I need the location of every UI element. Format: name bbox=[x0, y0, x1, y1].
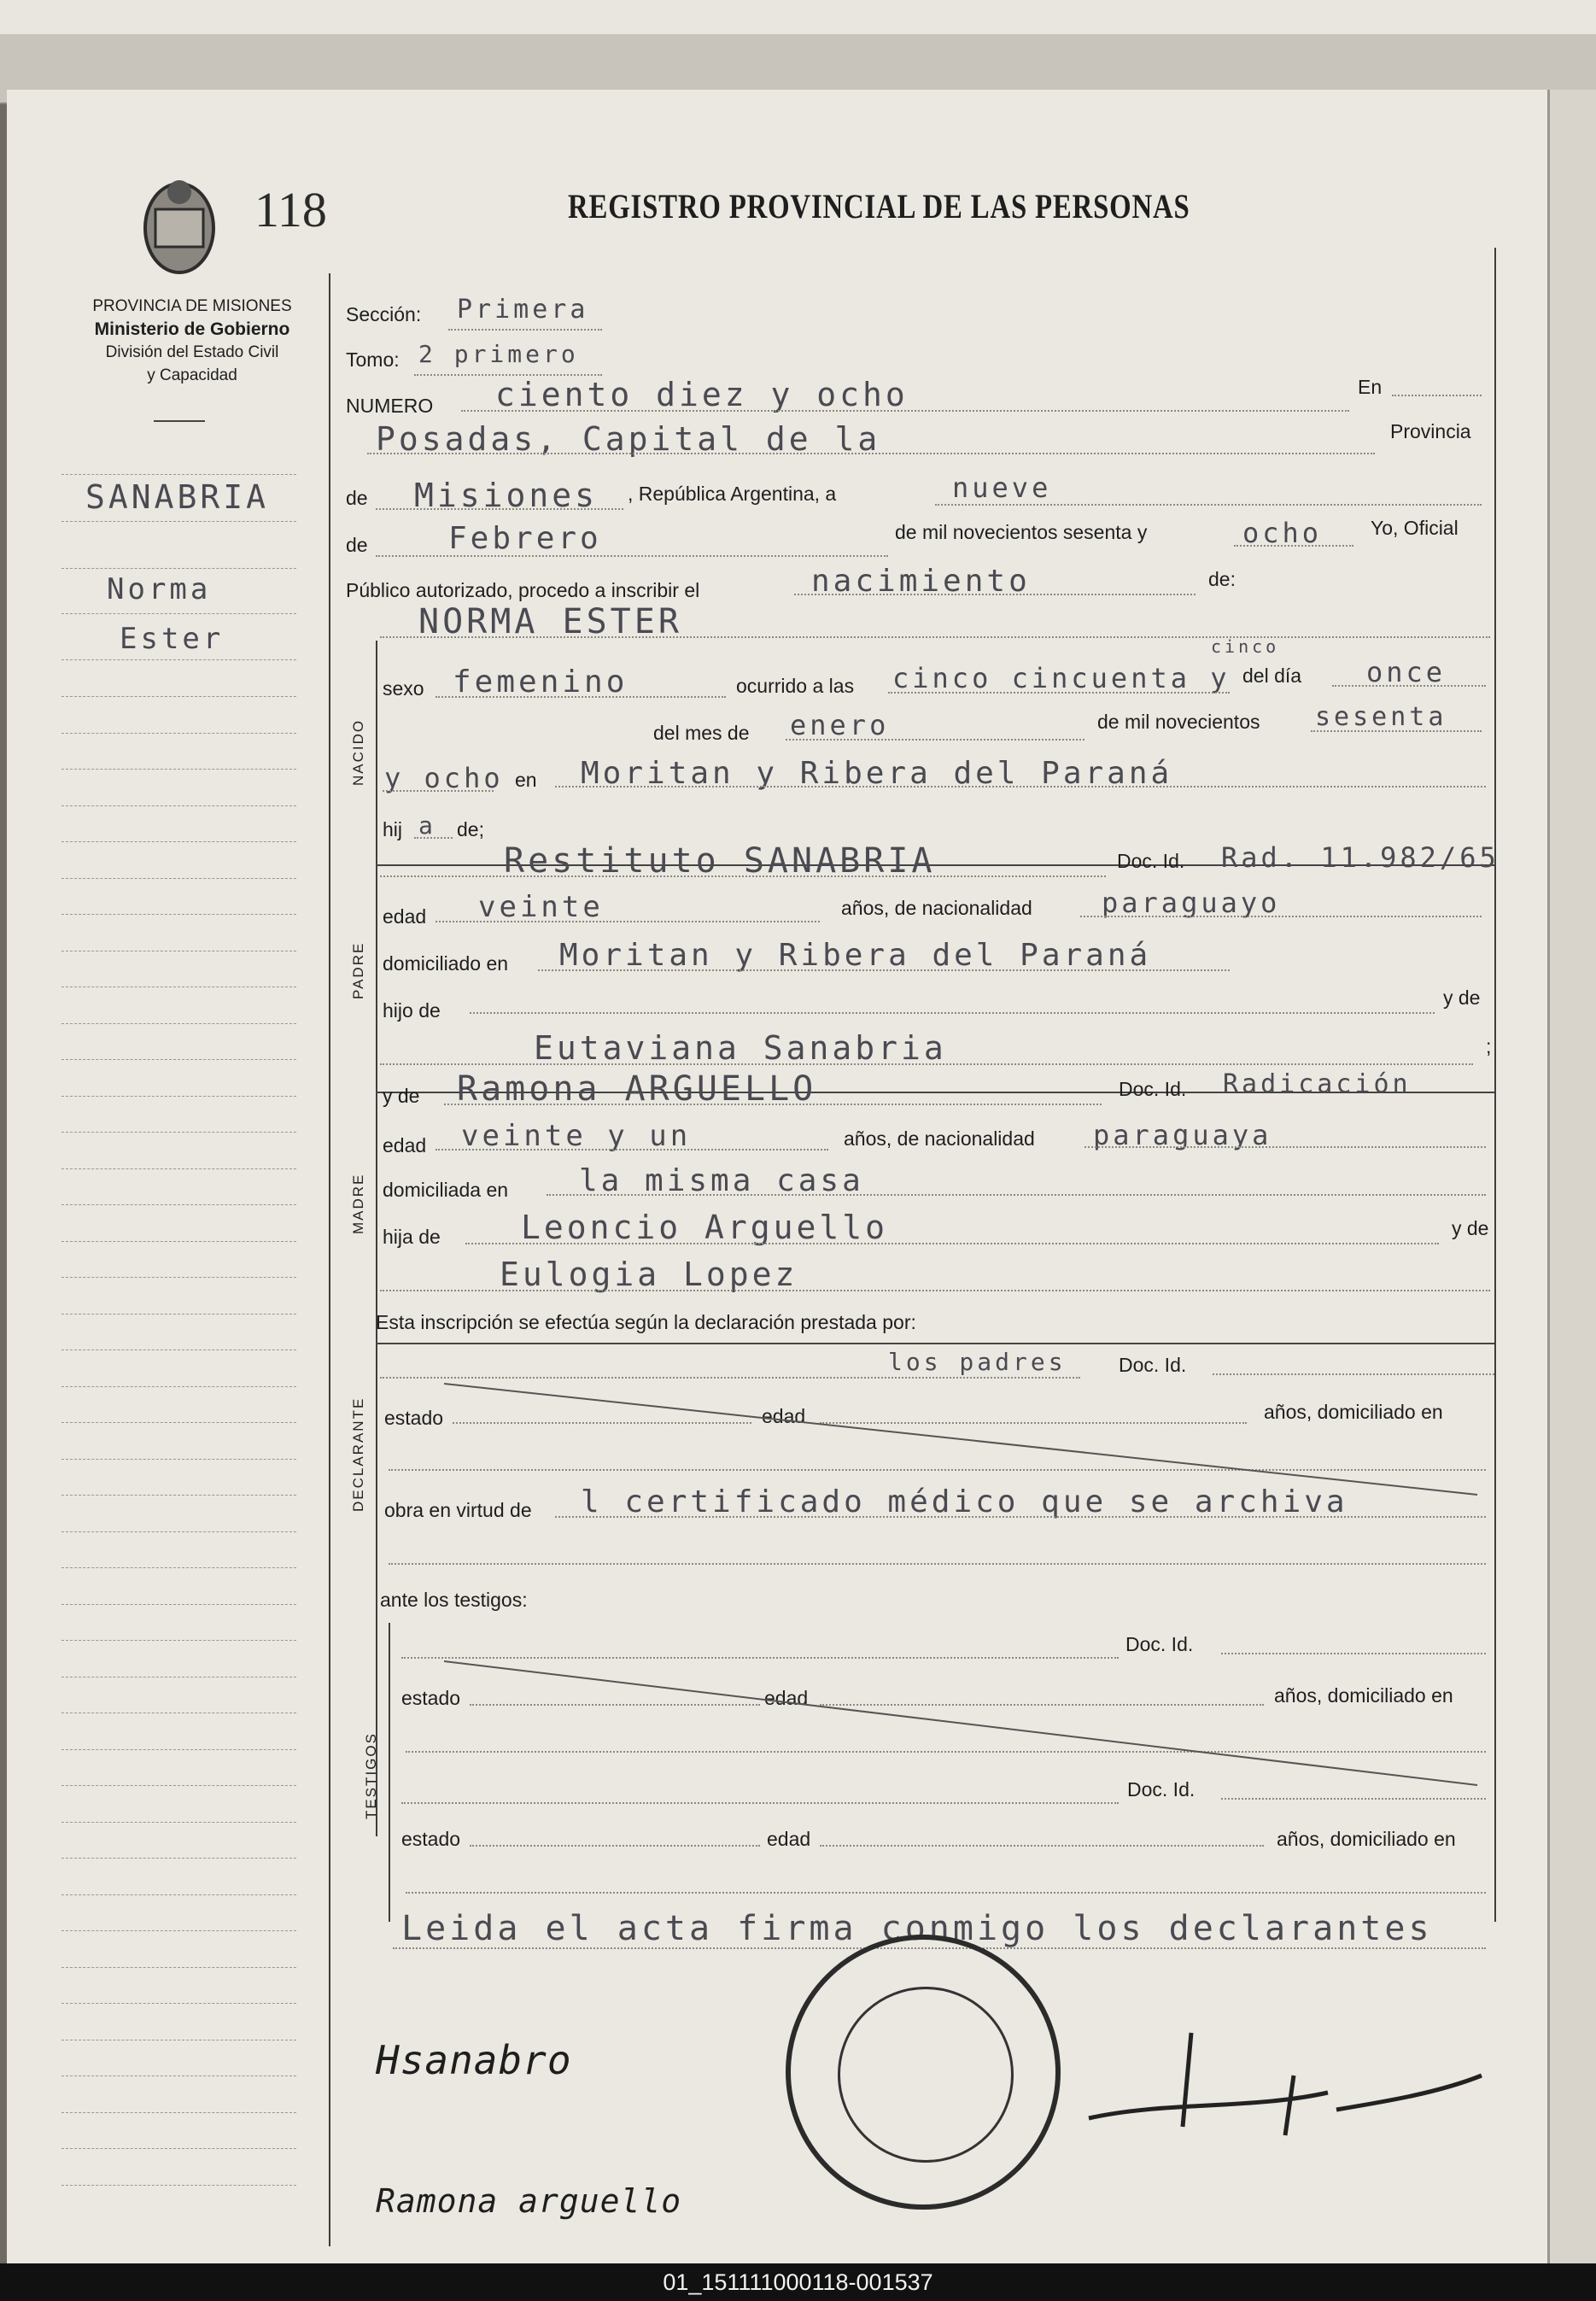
madre-section-label: MADRE bbox=[350, 1173, 366, 1234]
dia-value: once bbox=[1366, 656, 1447, 688]
ocurrido-label: ocurrido a las bbox=[736, 675, 855, 697]
ministry-heading bbox=[51, 295, 333, 387]
padre-y-de-label: y de bbox=[1443, 987, 1481, 1009]
madre-domicilio-label: domiciliada en bbox=[383, 1179, 509, 1201]
republica-label: , República Argentina, a bbox=[628, 483, 837, 505]
field-line bbox=[786, 739, 1084, 741]
year-value: ocho bbox=[1242, 517, 1323, 549]
testigos-doc-label-2: Doc. Id. bbox=[1127, 1778, 1196, 1800]
madre-name: Ramona ARGUELLO bbox=[457, 1069, 817, 1109]
testigos-doc-label-1: Doc. Id. bbox=[1125, 1633, 1194, 1655]
padre-doc-label: Doc. Id. bbox=[1117, 850, 1185, 872]
anio-cont-value: y ocho bbox=[384, 762, 504, 794]
field-line bbox=[1221, 1798, 1486, 1800]
page-title: REGISTRO PROVINCIAL DE LAS PERSONAS bbox=[568, 187, 1190, 225]
field-line bbox=[470, 1012, 1435, 1014]
declarante-edad-label: edad bbox=[762, 1405, 806, 1427]
madre-edad-value: veinte y un bbox=[461, 1119, 692, 1153]
lugar-value: Moritan y Ribera del Paraná bbox=[581, 756, 1173, 791]
sexo-label: sexo bbox=[383, 677, 424, 700]
ministry-line-2: Ministerio de Gobierno bbox=[94, 319, 290, 339]
mes-value: enero bbox=[790, 709, 890, 741]
strike-line bbox=[444, 1657, 1486, 1794]
padre-edad-value: veinte bbox=[478, 890, 604, 924]
sexo-value: femenino bbox=[453, 665, 628, 700]
nacido-section-label: NACIDO bbox=[350, 718, 366, 786]
place-value: Posadas, Capital de la bbox=[376, 420, 881, 458]
divider bbox=[154, 420, 205, 422]
margin-surname: SANABRIA bbox=[85, 478, 270, 516]
madre-hija-label: hija de bbox=[383, 1226, 441, 1248]
numero-label: NUMERO bbox=[346, 395, 434, 417]
field-line bbox=[555, 1516, 1486, 1518]
ministry-line-3: División del Estado Civil bbox=[105, 343, 279, 361]
provincia-label: Provincia bbox=[1390, 420, 1471, 442]
madre-madre-name: Eulogia Lopez bbox=[500, 1256, 798, 1293]
padre-edad-label: edad bbox=[383, 905, 427, 928]
hora-superscript: cinco bbox=[1211, 636, 1280, 657]
field-line bbox=[406, 1892, 1486, 1894]
seccion-value: Primera bbox=[457, 295, 589, 325]
declarante-section-label: DECLARANTE bbox=[350, 1396, 366, 1512]
act-value: nacimiento bbox=[811, 564, 1031, 599]
field-line bbox=[1080, 916, 1482, 917]
oficial-label: Yo, Oficial bbox=[1371, 517, 1459, 539]
field-line bbox=[448, 329, 602, 331]
padre-madre-name: Eutaviana Sanabria bbox=[534, 1029, 947, 1067]
testigos-estado-label-2: estado bbox=[401, 1828, 461, 1850]
testigos-estado-label-1: estado bbox=[401, 1687, 461, 1709]
padre-semicolon: ; bbox=[1486, 1035, 1492, 1057]
field-line bbox=[414, 837, 453, 839]
del-dia-label: del día bbox=[1242, 665, 1302, 687]
testigos-section-label: TESTIGOS bbox=[363, 1732, 379, 1819]
field-line bbox=[367, 453, 1375, 454]
del-mes-label: del mes de bbox=[653, 722, 750, 744]
registry-number: 118 bbox=[254, 182, 327, 237]
margin-divider bbox=[329, 273, 330, 2246]
mil-label: de mil novecientos bbox=[1097, 711, 1260, 733]
tomo-value: 2 primero bbox=[418, 340, 579, 368]
madre-domicilio-value: la misma casa bbox=[579, 1163, 864, 1198]
declarante-estado-label: estado bbox=[384, 1407, 444, 1429]
madre-doc-label: Doc. Id. bbox=[1119, 1078, 1187, 1100]
madre-edad-label: edad bbox=[383, 1134, 427, 1156]
en-label: En bbox=[1358, 376, 1383, 398]
field-line bbox=[383, 790, 494, 792]
field-line bbox=[1392, 395, 1482, 396]
madre-y-de-label-2: y de bbox=[1452, 1217, 1489, 1239]
testigos-domicilio-label-2: años, domiciliado en bbox=[1277, 1828, 1456, 1850]
declarante-domicilio-label: años, domiciliado en bbox=[1264, 1401, 1443, 1423]
form-right-border bbox=[1494, 248, 1496, 1922]
file-caption: 01_151111000118-001537 bbox=[0, 2263, 1596, 2301]
madre-nacionalidad-value: paraguaya bbox=[1093, 1119, 1272, 1151]
field-line bbox=[376, 555, 888, 557]
field-line bbox=[538, 969, 1230, 971]
field-line bbox=[1221, 1653, 1486, 1654]
coat-of-arms-icon bbox=[137, 175, 222, 286]
field-line bbox=[380, 1063, 1473, 1065]
declarante-intro: Esta inscripción se efectúa según la declaración prestada por: bbox=[376, 1311, 916, 1333]
padre-domicilio-label: domiciliado en bbox=[383, 952, 509, 975]
field-line bbox=[436, 1149, 828, 1150]
testigos-edad-label-1: edad bbox=[764, 1687, 809, 1709]
padre-section-label: PADRE bbox=[350, 941, 366, 999]
month-value: Febrero bbox=[448, 521, 602, 556]
year-label: de mil novecientos sesenta y bbox=[895, 521, 1148, 543]
madre-doc-value: Radicación bbox=[1223, 1069, 1412, 1099]
obra-label: obra en virtud de bbox=[384, 1499, 532, 1521]
de-label: de bbox=[346, 487, 368, 509]
declarante-value: los padres bbox=[888, 1348, 1067, 1376]
hora-value: cinco cincuenta y bbox=[892, 662, 1231, 694]
ministry-line-1: PROVINCIA DE MISIONES bbox=[92, 297, 292, 315]
day-value: nueve bbox=[952, 471, 1052, 504]
section-divider bbox=[376, 641, 377, 1836]
field-line bbox=[1311, 730, 1482, 732]
anio-value: sesenta bbox=[1315, 702, 1447, 732]
section-border bbox=[376, 1343, 1494, 1344]
field-line bbox=[794, 594, 1196, 595]
padre-hijo-label: hijo de bbox=[383, 999, 441, 1022]
signature-mother: Ramona arguello bbox=[376, 2182, 682, 2220]
field-line bbox=[380, 636, 1490, 638]
closing-text: Leida el acta firma conmigo los declarantes bbox=[401, 1909, 1433, 1948]
field-line bbox=[376, 508, 623, 510]
testigos-edad-label-2: edad bbox=[767, 1828, 811, 1850]
field-line bbox=[1084, 1146, 1486, 1148]
padre-nacionalidad-value: paraguayo bbox=[1102, 887, 1281, 919]
field-line bbox=[555, 786, 1486, 787]
field-line bbox=[1234, 545, 1353, 547]
province-value: Misiones bbox=[414, 477, 599, 514]
field-line bbox=[401, 1802, 1119, 1804]
field-line bbox=[888, 692, 1230, 694]
official-stamp bbox=[786, 1935, 1061, 2210]
padre-name: Restituto SANABRIA bbox=[504, 841, 936, 881]
de-colon-label: de: bbox=[1208, 568, 1236, 590]
testigos-domicilio-label-1: años, domiciliado en bbox=[1274, 1684, 1453, 1707]
madre-y-de-label: y de bbox=[383, 1085, 420, 1107]
field-line bbox=[389, 1563, 1486, 1565]
obra-value: l certificado médico que se archiva bbox=[581, 1484, 1348, 1519]
padre-doc-value: Rad. 11.982/65 bbox=[1221, 841, 1500, 874]
field-line bbox=[380, 875, 1106, 877]
margin-given-name-1: Norma bbox=[107, 572, 212, 606]
madre-anios-label: años, de nacionalidad bbox=[844, 1127, 1035, 1150]
child-name: NORMA ESTER bbox=[418, 602, 682, 641]
en-label-2: en bbox=[515, 769, 537, 791]
hij-value: a bbox=[418, 811, 436, 840]
field-line bbox=[470, 1845, 760, 1847]
numero-value: ciento diez y ocho bbox=[495, 376, 909, 413]
tomo-label: Tomo: bbox=[346, 348, 400, 371]
field-line bbox=[461, 410, 1349, 412]
testigos-divider bbox=[389, 1623, 390, 1922]
madre-padre-name: Leoncio Arguello bbox=[521, 1209, 889, 1246]
field-line bbox=[436, 921, 820, 922]
padre-domicilio-value: Moritan y Ribera del Paraná bbox=[559, 938, 1152, 973]
margin-given-name-2: Ester bbox=[120, 622, 225, 656]
de-label-2: de bbox=[346, 534, 368, 556]
field-line bbox=[820, 1845, 1264, 1847]
field-line bbox=[380, 1290, 1490, 1291]
signature-father: Hsanabro bbox=[376, 2037, 572, 2083]
field-line bbox=[436, 696, 726, 698]
officer-signature bbox=[1080, 1990, 1490, 2144]
field-line bbox=[935, 504, 1482, 506]
padre-anios-label: años, de nacionalidad bbox=[841, 897, 1032, 919]
testigos-intro: ante los testigos: bbox=[380, 1589, 528, 1611]
de-label-3: de; bbox=[457, 818, 484, 840]
field-line bbox=[465, 1243, 1439, 1244]
field-line bbox=[444, 1104, 1102, 1105]
ministry-line-4: y Capacidad bbox=[147, 366, 237, 384]
field-line bbox=[547, 1194, 1486, 1196]
seccion-label: Sección: bbox=[346, 303, 422, 325]
publico-label: Público autorizado, procedo a inscribir el bbox=[346, 579, 700, 601]
hij-label: hij bbox=[383, 818, 403, 840]
field-line bbox=[1332, 685, 1486, 687]
declarante-doc-label: Doc. Id. bbox=[1119, 1354, 1187, 1376]
page-binding-edge bbox=[1547, 90, 1596, 2263]
